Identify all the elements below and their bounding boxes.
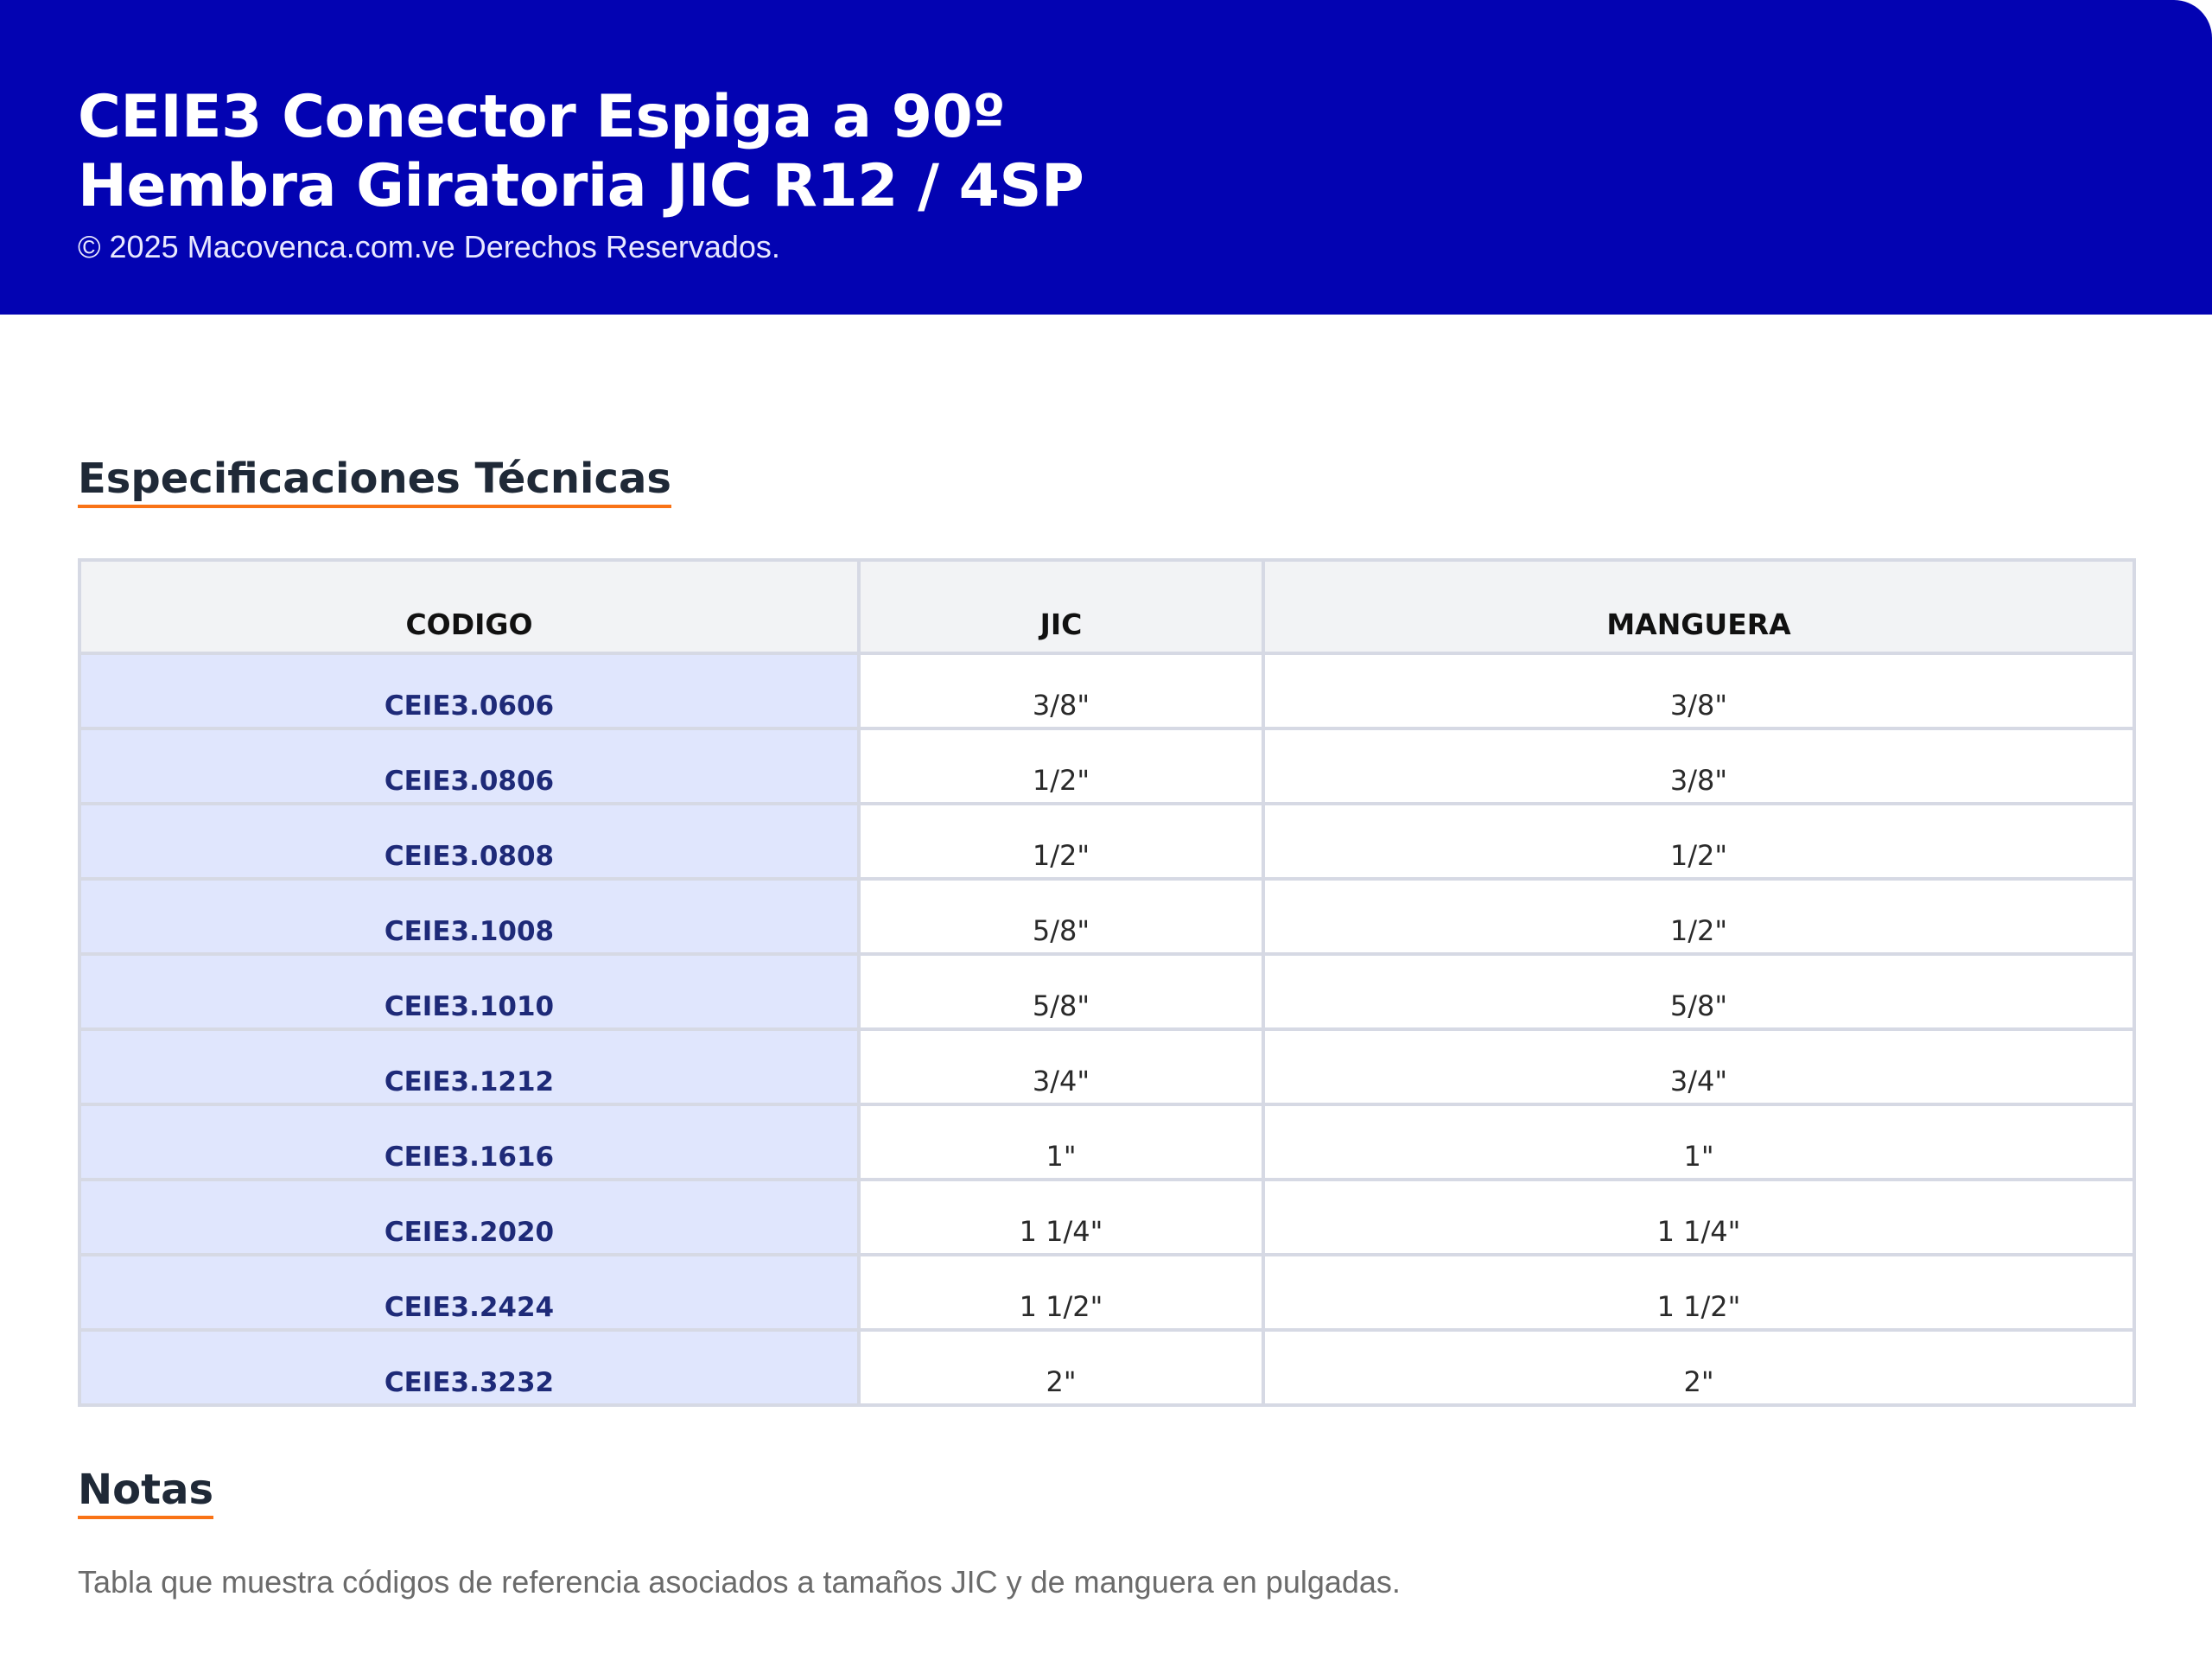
table-row <box>79 1255 2134 1330</box>
table-row <box>79 1104 2134 1180</box>
copyright-text: © 2025 Macovenca.com.ve Derechos Reservados. <box>78 229 780 264</box>
specs-table <box>78 558 2136 1407</box>
cell-jic: 1" <box>859 1104 1263 1180</box>
cell-jic: 5/8" <box>859 879 1263 954</box>
table-header-row <box>79 560 2134 653</box>
cell-jic: 5/8" <box>859 954 1263 1029</box>
table-row <box>79 954 2134 1029</box>
cell-hose: 1/2" <box>1263 804 2134 879</box>
cell-jic: 1/2" <box>859 804 1263 879</box>
cell-code: CEIE3.1212 <box>79 1029 859 1104</box>
page-title-line-2: Hembra Giratoria JIC R12 / 4SP <box>78 152 1084 220</box>
cell-jic: 1/2" <box>859 728 1263 804</box>
cell-jic: 1 1/2" <box>859 1255 1263 1330</box>
column-header-codigo: CODIGO <box>79 560 859 653</box>
cell-hose: 3/8" <box>1263 728 2134 804</box>
cell-code: CEIE3.2020 <box>79 1180 859 1255</box>
notes-section-title <box>78 1466 213 1519</box>
cell-hose: 1 1/4" <box>1263 1180 2134 1255</box>
table-row <box>79 653 2134 728</box>
table-row <box>79 1330 2134 1405</box>
table-row <box>79 804 2134 879</box>
cell-code: CEIE3.1010 <box>79 954 859 1029</box>
cell-code: CEIE3.0808 <box>79 804 859 879</box>
cell-code: CEIE3.1008 <box>79 879 859 954</box>
table-row <box>79 1180 2134 1255</box>
specs-section-title <box>78 455 671 508</box>
specs-section-title-text: Especificaciones Técnicas <box>78 455 671 508</box>
cell-jic: 2" <box>859 1330 1263 1405</box>
notes-text: Tabla que muestra códigos de referencia asociados a tamaños JIC y de manguera en pulgadas. <box>78 1564 1401 1600</box>
page-title-line-1: CEIE3 Conector Espiga a 90º <box>78 83 1006 151</box>
table-row <box>79 728 2134 804</box>
table-row <box>79 1029 2134 1104</box>
cell-hose: 1/2" <box>1263 879 2134 954</box>
cell-code: CEIE3.0606 <box>79 653 859 728</box>
cell-jic: 3/4" <box>859 1029 1263 1104</box>
column-header-manguera: MANGUERA <box>1263 560 2134 653</box>
column-header-jic: JIC <box>859 560 1263 653</box>
notes-section-title-text: Notas <box>78 1466 213 1519</box>
cell-code: CEIE3.3232 <box>79 1330 859 1405</box>
cell-hose: 3/8" <box>1263 653 2134 728</box>
cell-hose: 1" <box>1263 1104 2134 1180</box>
cell-hose: 1 1/2" <box>1263 1255 2134 1330</box>
page-header <box>0 0 2212 315</box>
table-row <box>79 879 2134 954</box>
cell-code: CEIE3.1616 <box>79 1104 859 1180</box>
cell-jic: 3/8" <box>859 653 1263 728</box>
cell-hose: 2" <box>1263 1330 2134 1405</box>
cell-code: CEIE3.2424 <box>79 1255 859 1330</box>
cell-jic: 1 1/4" <box>859 1180 1263 1255</box>
cell-hose: 5/8" <box>1263 954 2134 1029</box>
cell-hose: 3/4" <box>1263 1029 2134 1104</box>
cell-code: CEIE3.0806 <box>79 728 859 804</box>
